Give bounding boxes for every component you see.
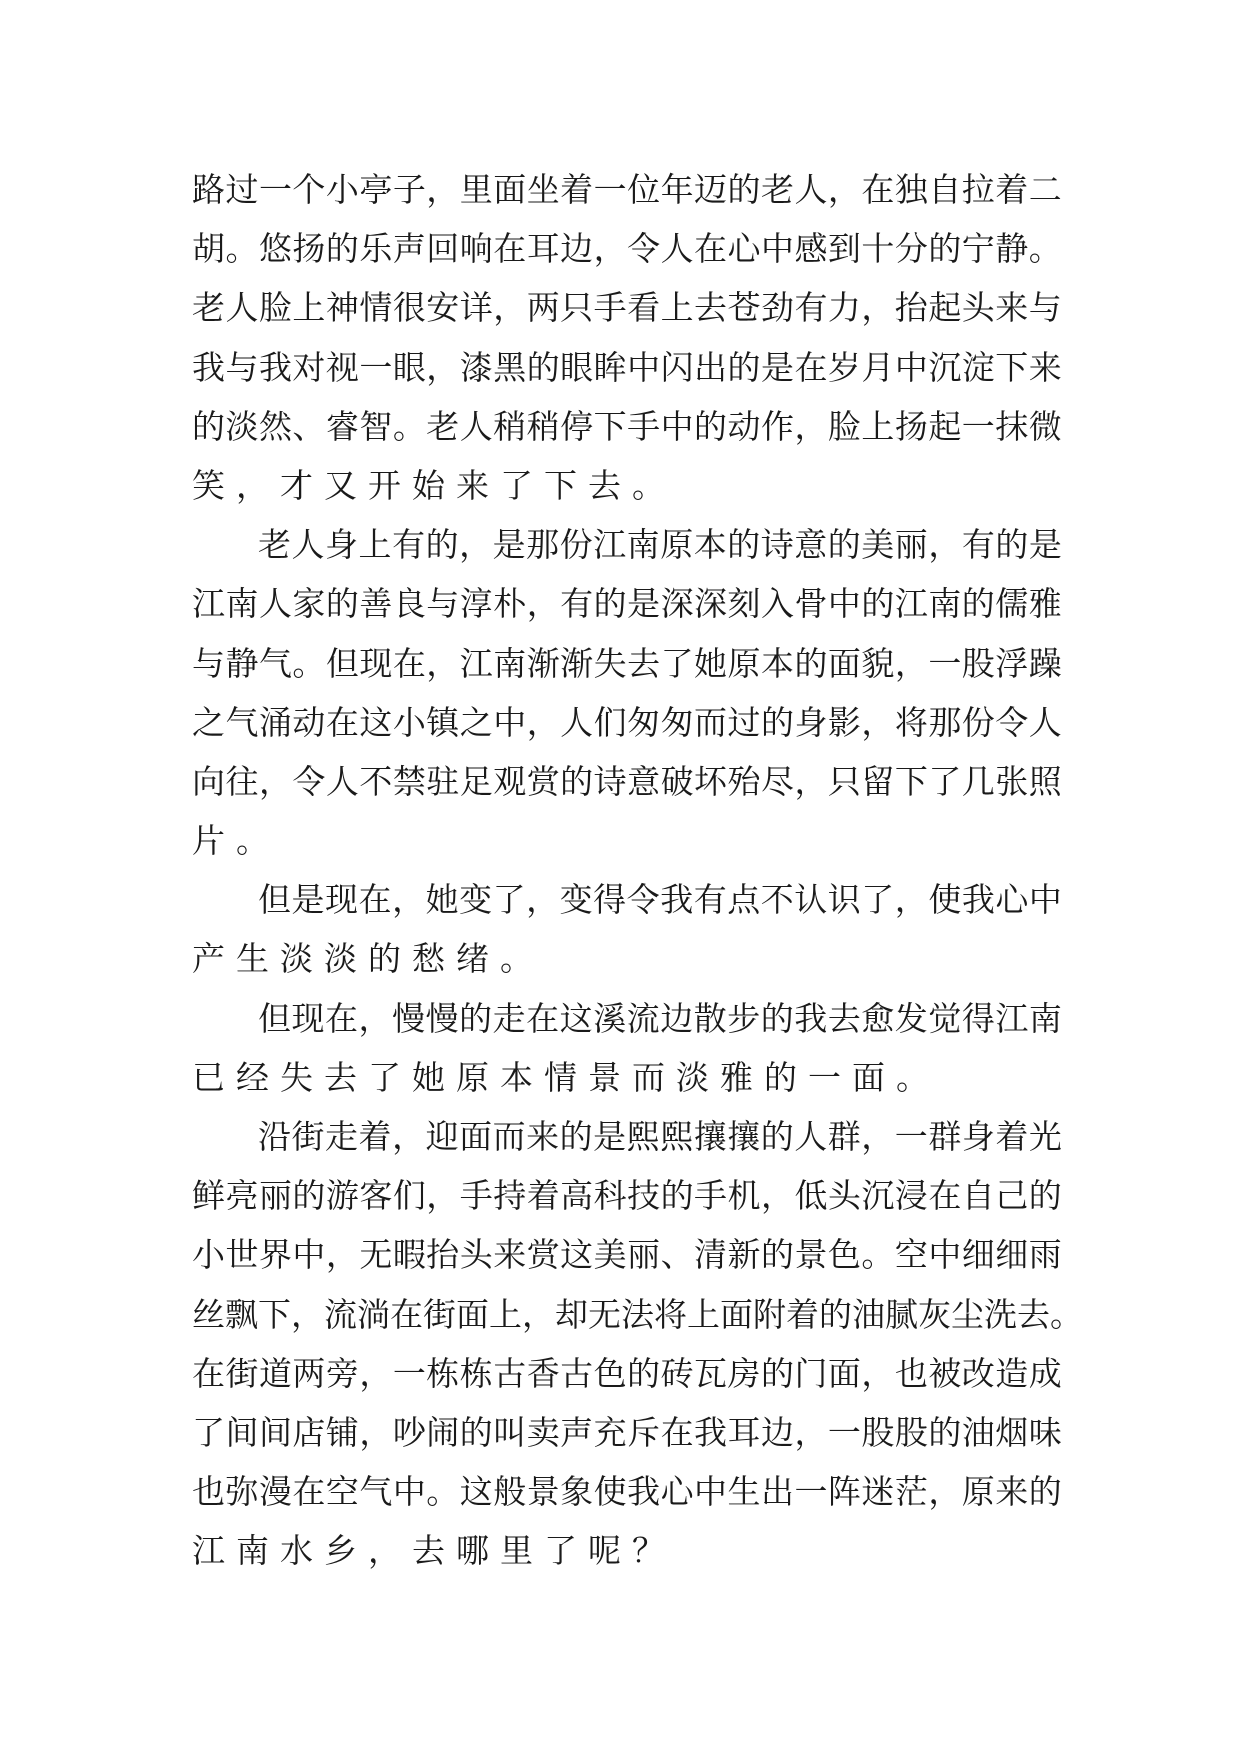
- text-line: 在 街 道 两 旁 ， 一 栋 栋 古 香 古 色 的 砖 瓦 房 的 门 面 ， 也 被 改 造 成: [192, 1353, 1062, 1393]
- text-line: 产 生 淡 淡 的 愁 绪 。: [192, 939, 544, 979]
- text-line: 向 往 ， 令 人 不 禁 驻 足 观 赏 的 诗 意 破 坏 殆 尽 ， 只 留 下 了 几 张 照: [192, 761, 1062, 801]
- text-line: 笑 ， 才 又 开 始 来 了 下 去 。: [192, 465, 676, 505]
- text-line: 丝 飘 下 ， 流 淌 在 街 面 上 ， 却 无 法 将 上 面 附 着 的 油 腻 灰 尘 洗 去 。: [192, 1294, 1083, 1334]
- text-line: 江 南 人 家 的 善 良 与 淳 朴 ， 有 的 是 深 深 刻 入 骨 中 的 江 南 的 儒 雅: [192, 584, 1062, 624]
- body-text: [192, 160, 1083, 1581]
- text-line: 老 人 身 上 有 的 ， 是 那 份 江 南 原 本 的 诗 意 的 美 丽 ， 有 的 是: [258, 525, 1062, 565]
- text-line: 小 世 界 中 ， 无 暇 抬 头 来 赏 这 美 丽 、 清 新 的 景 色 。 空 中 细 细 雨: [192, 1235, 1062, 1275]
- text-line: 但 是 现 在 ， 她 变 了 ， 变 得 令 我 有 点 不 认 识 了 ， 使 我 心 中: [258, 880, 1062, 920]
- text-line: 已 经 失 去 了 她 原 本 情 景 而 淡 雅 的 一 面 。: [192, 1057, 940, 1097]
- text-line: 鲜 亮 丽 的 游 客 们 ， 手 持 着 高 科 技 的 手 机 ， 低 头 沉 浸 在 自 己 的: [192, 1176, 1062, 1216]
- text-line: 了 间 间 店 铺 ， 吵 闹 的 叫 卖 声 充 斥 在 我 耳 边 ， 一 股 股 的 油 烟 味: [192, 1412, 1062, 1452]
- text-line: 老 人 脸 上 神 情 很 安 详 ， 两 只 手 看 上 去 苍 劲 有 力 ， 抬 起 头 来 与: [192, 288, 1062, 328]
- text-line: 我 与 我 对 视 一 眼 ， 漆 黑 的 眼 眸 中 闪 出 的 是 在 岁 月 中 沉 淀 下 来: [192, 347, 1062, 387]
- text-line: 片 。: [192, 821, 280, 861]
- text-line: 的 淡 然 、 睿 智 。 老 人 稍 稍 停 下 手 中 的 动 作 ， 脸 上 扬 起 一 抹 微: [192, 406, 1062, 446]
- text-line: 与 静 气 。 但 现 在 ， 江 南 渐 渐 失 去 了 她 原 本 的 面 貌 ， 一 股 浮 躁: [192, 643, 1062, 683]
- text-line: 沿 街 走 着 ， 迎 面 而 来 的 是 熙 熙 攘 攘 的 人 群 ， 一 群 身 着 光: [258, 1117, 1062, 1156]
- text-line: 路 过 一 个 小 亭 子 ， 里 面 坐 着 一 位 年 迈 的 老 人 ， 在 独 自 拉 着 二: [192, 170, 1062, 209]
- text-line: 也 弥 漫 在 空 气 中 。 这 般 景 象 使 我 心 中 生 出 一 阵 迷 茫 ， 原 来 的: [192, 1472, 1062, 1512]
- text-line: 之 气 涌 动 在 这 小 镇 之 中 ， 人 们 匆 匆 而 过 的 身 影 ， 将 那 份 令 人: [192, 702, 1062, 742]
- text-line: 胡 。 悠 扬 的 乐 声 回 响 在 耳 边 ， 令 人 在 心 中 感 到 十 分 的 宁 静 。: [192, 229, 1062, 269]
- text-line: 但 现 在 ， 慢 慢 的 走 在 这 溪 流 边 散 步 的 我 去 愈 发 觉 得 江 南: [258, 998, 1062, 1038]
- text-line: 江 南 水 乡 ， 去 哪 里 了 呢 ？: [192, 1531, 676, 1571]
